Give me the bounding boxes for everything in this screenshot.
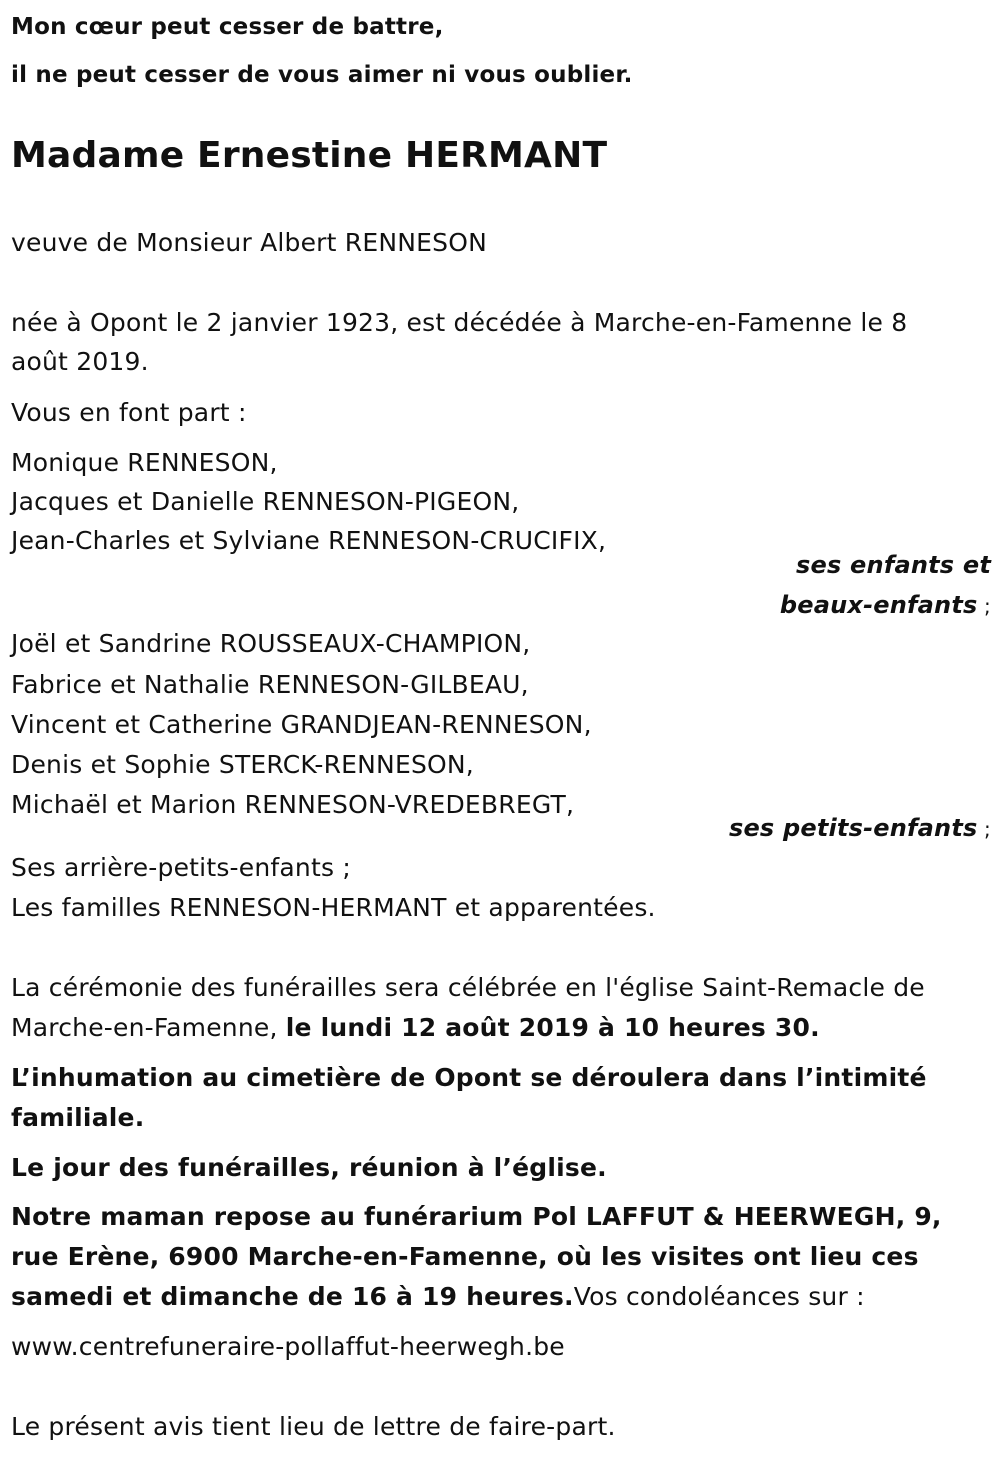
grandchild-entry: Denis et Sophie STERCK-RENNESON,	[11, 750, 474, 779]
burial-notice: L’inhumation au cimetière de Opont se déroulera dans l’intimité familiale.	[11, 1063, 927, 1132]
ceremony-line-1: La cérémonie des funérailles sera célébrée en l'église Saint-Remacle de	[11, 973, 925, 1002]
grandchild-entry: Fabrice et Nathalie RENNESON-GILBEAU,	[11, 670, 529, 699]
grandchild-entry: Joël et Sandrine ROUSSEAUX-CHAMPION,	[11, 629, 531, 658]
grandchild-entry: Vincent et Catherine GRANDJEAN-RENNESON,	[11, 710, 592, 739]
visitation-notice	[11, 1197, 989, 1317]
quote-line-1: Mon cœur peut cesser de battre,	[11, 14, 444, 40]
closing-line: Le présent avis tient lieu de lettre de faire-part.	[11, 1412, 616, 1441]
meeting-notice: Le jour des funérailles, réunion à l’église.	[11, 1153, 607, 1182]
quote-line-2: il ne peut cesser de vous aimer ni vous oublier.	[11, 62, 633, 88]
birth-death-line-2: août 2019.	[11, 347, 149, 376]
ceremony-place: Marche-en-Famenne,	[11, 1013, 286, 1042]
funeral-website-link[interactable]: www.centrefuneraire-pollaffut-heerwegh.be	[11, 1332, 565, 1361]
deceased-name: Madame Ernestine HERMANT	[11, 135, 608, 176]
widow-of-line: veuve de Monsieur Albert RENNESON	[11, 228, 488, 257]
ceremony-line-2	[11, 1011, 820, 1045]
children-label-suffix: ;	[977, 594, 991, 618]
birth-death-line-1: née à Opont le 2 janvier 1923, est décédée à Marche-en-Famenne le 8	[11, 308, 908, 337]
grandchild-entry: Michaël et Marion RENNESON-VREDEBREGT,	[11, 790, 575, 819]
grandchildren-label-text: ses petits-enfants	[728, 814, 978, 842]
children-label-line-2	[780, 588, 991, 623]
children-label-line-1	[796, 548, 991, 582]
announcement-intro: Vous en font part :	[11, 398, 247, 427]
grandchildren-label	[729, 811, 991, 846]
child-entry: Jacques et Danielle RENNESON-PIGEON,	[11, 487, 520, 516]
children-label-text-2: beaux-enfants	[779, 591, 978, 619]
ceremony-date: le lundi 12 août 2019 à 10 heures 30.	[285, 1013, 820, 1042]
visitation-text: Notre maman repose au funérarium Pol LAFFUT & HEERWEGH, 9, rue Erène, 6900 Marche-en-Famenne, où les visites ont lieu ces samedi et dimanche de 16 à 19 heures.	[11, 1202, 942, 1311]
condolences-label: Vos condoléances sur :	[573, 1282, 865, 1311]
families-line: Les familles RENNESON-HERMANT et apparentées.	[11, 893, 656, 922]
child-entry: Monique RENNESON,	[11, 448, 278, 477]
grandchildren-label-suffix: ;	[977, 817, 991, 841]
child-entry: Jean-Charles et Sylviane RENNESON-CRUCIFIX,	[11, 526, 607, 555]
great-grandchildren-line: Ses arrière-petits-enfants ;	[11, 853, 351, 882]
children-label-text-1: ses enfants et	[796, 551, 991, 579]
